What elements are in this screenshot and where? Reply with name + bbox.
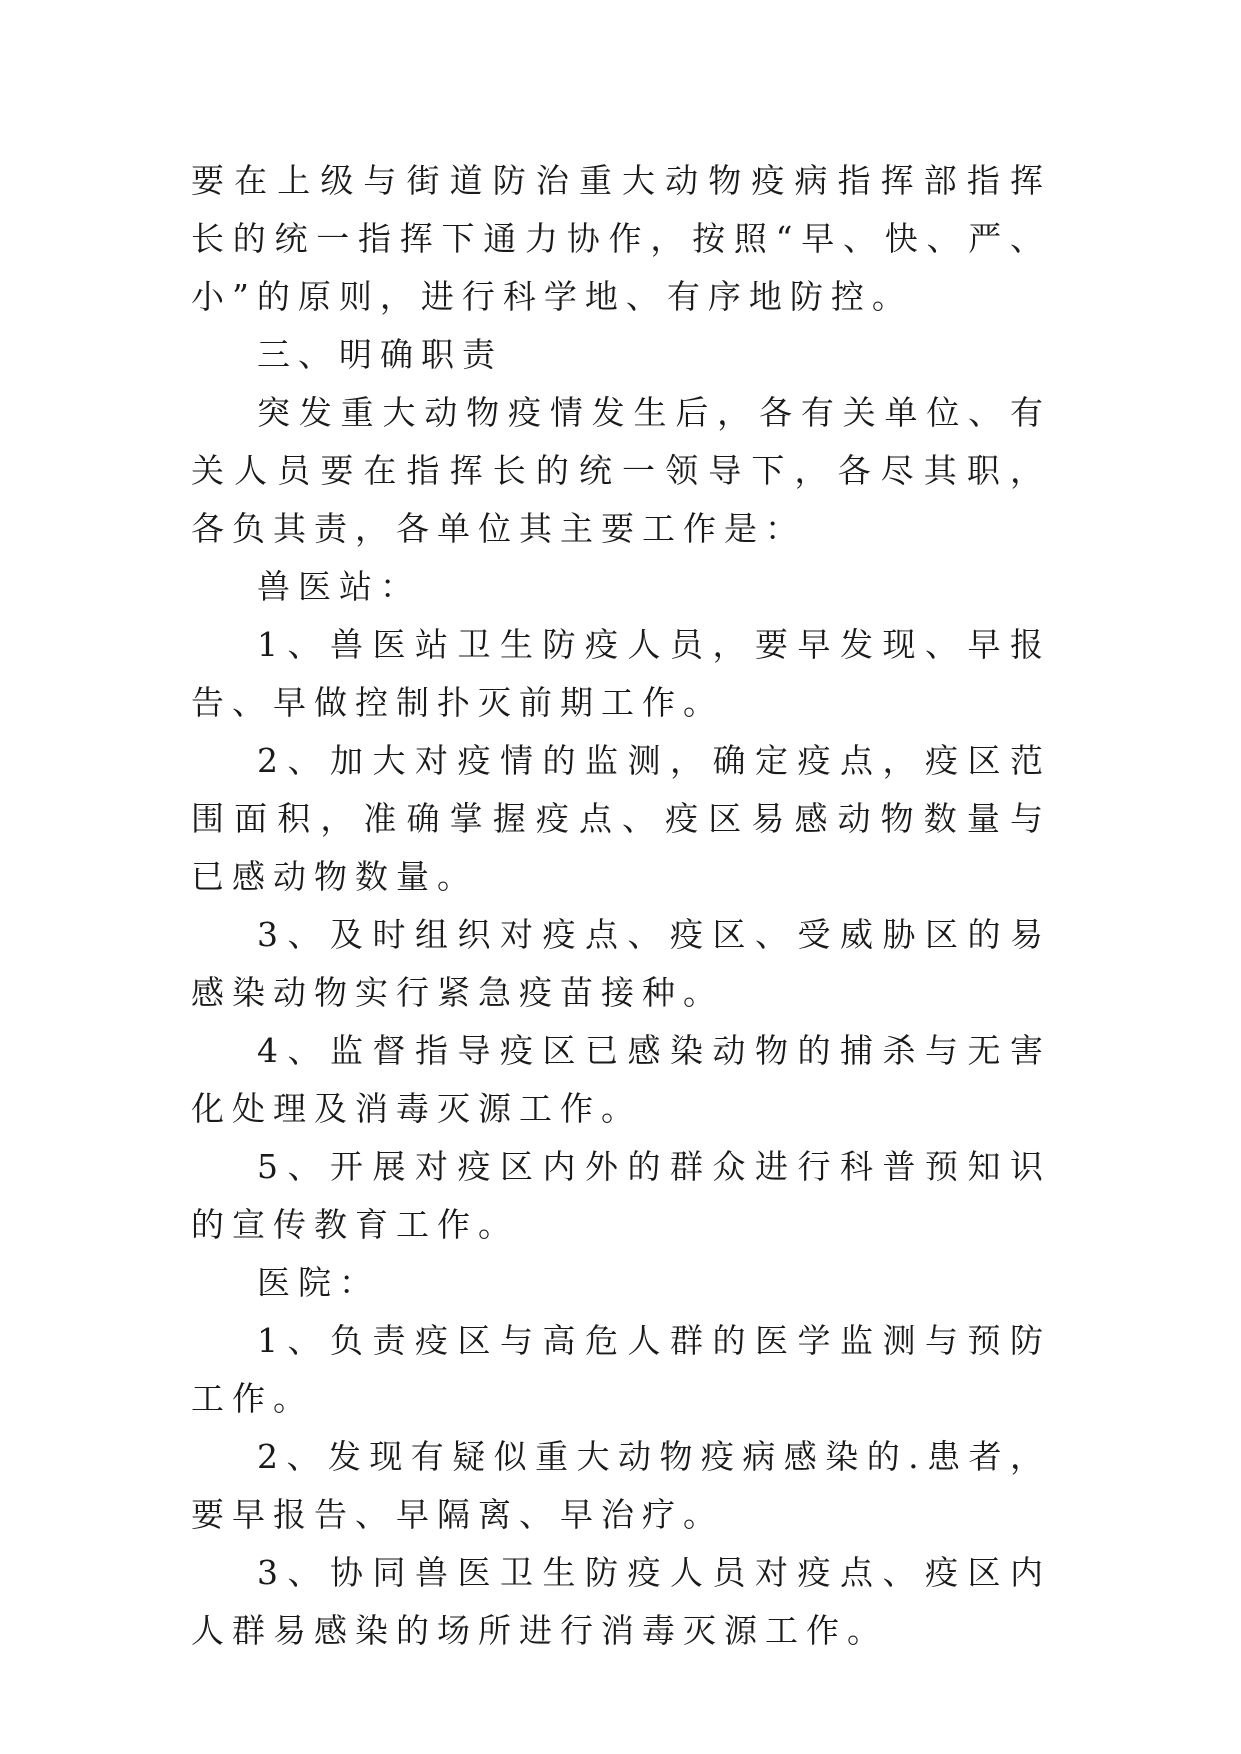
list-item: 3、协同兽医卫生防疫人员对疫点、疫区内人群易感染的场所进行消毒灭源工作。 [191,1553,1051,1650]
list-item: 2、发现有疑似重大动物疫病感染的.患者，要早报告、早隔离、早治疗。 [191,1437,1051,1534]
section-heading-responsibilities: 三、明确职责 [257,335,503,374]
list-item: 1、负责疫区与高危人群的医学监测与预防工作。 [191,1321,1051,1418]
subheading-hospital: 医院： [257,1263,380,1302]
paragraph-continuation: 要在上级与街道防治重大动物疫病指挥部指挥长的统一指挥下通力协作，按照“早、快、严、小”的原则，进行科学地、有序地防控。 [191,161,1051,316]
list-item: 5、开展对疫区内外的群众进行科普预知识的宣传教育工作。 [191,1147,1051,1244]
paragraph-intro: 突发重大动物疫情发生后，各有关单位、有关人员要在指挥长的统一领导下，各尽其职，各负其责，各单位其主要工作是： [191,393,1051,548]
subheading-veterinary-station: 兽医站： [257,567,421,606]
document-body [191,152,1051,1660]
list-item: 2、加大对疫情的监测，确定疫点，疫区范围面积，准确掌握疫点、疫区易感动物数量与已感动物数量。 [191,741,1051,896]
list-item: 3、及时组织对疫点、疫区、受威胁区的易感染动物实行紧急疫苗接种。 [191,915,1051,1012]
list-item: 4、监督指导疫区已感染动物的捕杀与无害化处理及消毒灭源工作。 [191,1031,1051,1128]
list-item: 1、兽医站卫生防疫人员，要早发现、早报告、早做控制扑灭前期工作。 [191,625,1051,722]
